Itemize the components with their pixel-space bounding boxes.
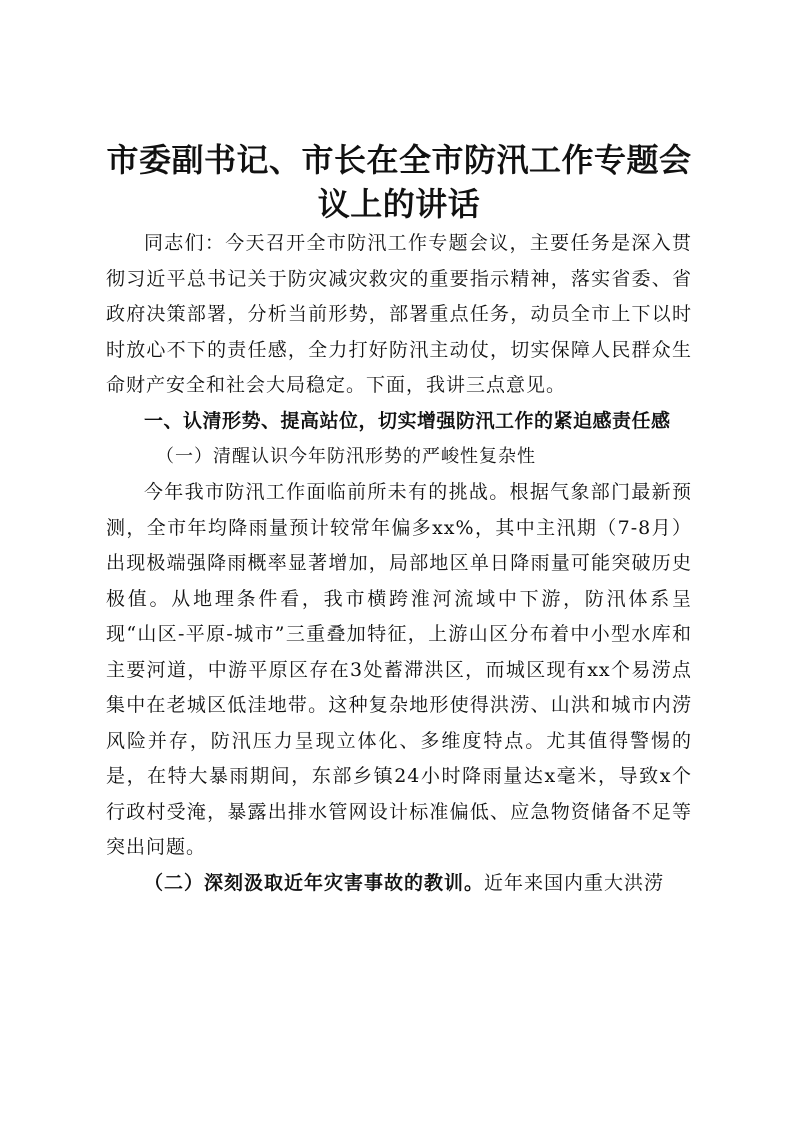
subsection-paragraph-2: [106, 866, 692, 902]
document-page: [106, 138, 692, 901]
subsection-heading-1: （一）清醒认识今年防汛形势的严峻性复杂性: [156, 446, 536, 467]
subsection-body-1: 今年我市防汛工作面临前所未有的挑战。根据气象部门最新预测，全市年均降雨量预计较常年偏多xx%，其中主汛期（7-8月）出现极端强降雨概率显著增加，局部地区单日降雨量可能突破历史极值。从地理条件看，我市横跨淮河流域中下游，防汛体系呈现“山区-平原-城市”三重叠加特征，上游山区分布着中小型水库和主要河道，中游平原区存在3处蓄滞洪区，而城区现有xx个易涝点集中在老城区低洼地带。这种复杂地形使得洪涝、山洪和城市内涝风险并存，防汛压力呈现立体化、多维度特点。尤其值得警惕的是，在特大暴雨期间，东部乡镇24小时降雨量达x毫米，导致x个行政村受淹，暴露出排水管网设计标准偏低、应急物资储备不足等突出问题。: [106, 481, 692, 858]
subsection-body-2: 近年来国内重大洪涝: [484, 871, 665, 894]
intro-paragraph: 同志们：今天召开全市防汛工作专题会议，主要任务是深入贯彻习近平总书记关于防灾减灾救灾的重要指示精神，落实省委、省政府决策部署，分析当前形势，部署重点任务，动员全市上下以时时放心不下的责任感，全力打好防汛主动仗，切实保障人民群众生命财产安全和社会大局稳定。下面，我讲三点意见。: [106, 232, 692, 396]
section-heading-1: 一、认清形势、提高站位，切实增强防汛工作的紧迫感责任感: [144, 409, 671, 432]
subsection-heading-2: （二）深刻汲取近年灾害事故的教训。: [144, 871, 485, 894]
document-title: 市委副书记、市长在全市防汛工作专题会议上的讲话: [106, 141, 692, 223]
